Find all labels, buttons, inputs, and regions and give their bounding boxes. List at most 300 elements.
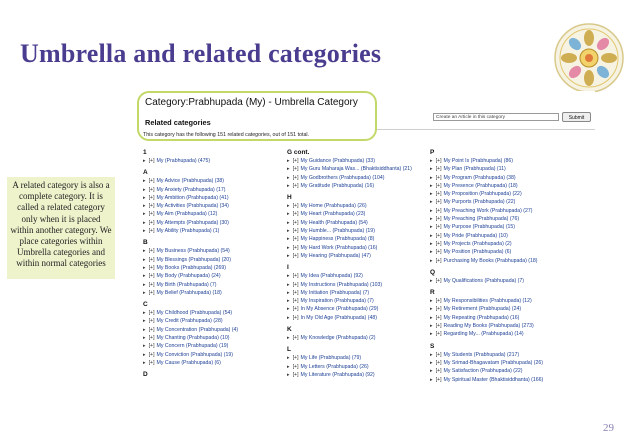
category-link[interactable]: My Ambition (Prabhupada) (41) (156, 194, 229, 201)
category-list-item (143, 210, 291, 218)
triangle-bullet-icon: ▸ (143, 326, 146, 333)
category-group-letter: 1 (143, 149, 147, 156)
expand-toggle[interactable]: [+] (435, 216, 442, 223)
category-list-item (287, 272, 435, 280)
category-summary: This category has the following 151 related categories, out of 151 total. (143, 132, 310, 138)
expand-toggle[interactable]: [+] (148, 273, 155, 280)
category-link[interactable]: My Qualifications (Prabhupada) (7) (443, 277, 524, 284)
category-list (143, 174, 291, 235)
category-link[interactable]: My Repeating (Prabhupada) (16) (443, 314, 520, 321)
category-list-item (143, 186, 291, 194)
expand-toggle[interactable]: [+] (148, 351, 155, 358)
expand-toggle[interactable]: [+] (292, 306, 299, 313)
category-list-item (430, 351, 578, 359)
category-link[interactable]: My Aim (Prabhupada) (12) (156, 211, 218, 218)
expand-toggle[interactable]: [+] (148, 178, 155, 185)
expand-toggle[interactable]: [+] (435, 306, 442, 313)
category-list (287, 272, 435, 322)
triangle-bullet-icon: ▸ (430, 207, 433, 214)
triangle-bullet-icon: ▸ (430, 298, 433, 305)
expand-toggle[interactable]: [+] (435, 224, 442, 231)
category-list-item (430, 190, 578, 198)
category-group-letter: L (287, 346, 291, 354)
triangle-bullet-icon: ▸ (430, 249, 433, 256)
category-link[interactable]: My Pride (Prabhupada) (10) (443, 232, 508, 239)
category-list-item (143, 314, 291, 325)
expand-toggle[interactable]: [+] (148, 203, 155, 210)
category-link[interactable]: My Birth (Prabhupada) (7) (156, 281, 217, 288)
category-group-letter: H (287, 194, 292, 202)
category-list (143, 244, 291, 297)
expand-toggle[interactable]: [+] (292, 281, 299, 288)
expand-toggle[interactable]: [+] (435, 331, 442, 338)
category-list-item (430, 330, 578, 338)
expand-toggle[interactable]: [+] (435, 249, 442, 256)
category-list-item (430, 322, 578, 330)
triangle-bullet-icon: ▸ (430, 351, 433, 358)
category-link[interactable]: My Happiness (Prabhupada) (8) (300, 236, 375, 243)
category-link[interactable]: My Attempts (Prabhupada) (30) (156, 219, 229, 226)
triangle-bullet-icon: ▸ (143, 203, 146, 210)
triangle-bullet-icon: ▸ (287, 273, 290, 280)
category-list-item (287, 157, 435, 165)
triangle-bullet-icon: ▸ (430, 368, 433, 375)
category-list-item (430, 223, 578, 231)
explanation-callout: A related category is also a complete category. It is called a related category only when it is placed within another category. We place categories within Umbrella categories and within normal categories (7, 177, 115, 279)
category-link[interactable]: My Plan (Prabhupada) (11) (443, 166, 506, 173)
category-list-item (287, 202, 435, 210)
triangle-bullet-icon: ▸ (430, 257, 433, 264)
category-list-item (430, 257, 578, 265)
category-page-screenshot (137, 91, 595, 421)
expand-toggle[interactable]: [+] (435, 351, 442, 358)
expand-toggle[interactable]: [+] (292, 355, 299, 362)
category-list (430, 297, 578, 338)
triangle-bullet-icon: ▸ (430, 306, 433, 313)
triangle-bullet-icon: ▸ (287, 203, 290, 210)
triangle-bullet-icon: ▸ (143, 289, 146, 296)
expand-toggle[interactable]: [+] (435, 240, 442, 247)
expand-toggle[interactable]: [+] (292, 166, 299, 173)
category-link[interactable]: My Concern (Prabhupada) (19) (156, 343, 229, 350)
category-link[interactable]: My Retirement (Prabhupada) (24) (443, 306, 522, 313)
category-list (143, 309, 291, 367)
expand-toggle[interactable]: [+] (148, 228, 155, 235)
category-link[interactable]: My Health (Prabhupada) (54) (300, 219, 368, 226)
category-list-item (287, 297, 435, 305)
category-list-item (287, 207, 435, 218)
expand-toggle[interactable]: [+] (435, 207, 442, 214)
category-list-item (143, 289, 291, 297)
triangle-bullet-icon: ▸ (143, 335, 146, 342)
category-group-letter: S (430, 342, 435, 350)
category-list (287, 202, 435, 260)
expand-toggle[interactable]: [+] (292, 273, 299, 280)
expand-toggle[interactable]: [+] (435, 166, 442, 173)
category-list-item (287, 334, 435, 342)
triangle-bullet-icon: ▸ (430, 314, 433, 321)
category-group-letter: P (430, 149, 435, 156)
category-link[interactable]: My Spiritual Master (Bhaktisiddhanta) (166) (443, 376, 544, 383)
category-link[interactable]: My Ability (Prabhupada) (1) (156, 228, 220, 235)
category-list-item (143, 359, 291, 367)
category-link[interactable]: My Body (Prabhupada) (24) (156, 273, 221, 280)
expand-toggle[interactable]: [+] (435, 298, 442, 305)
triangle-bullet-icon: ▸ (143, 178, 146, 185)
category-list-item (143, 281, 291, 289)
category-link[interactable]: My Advice (Prabhupada) (38) (156, 178, 225, 185)
expand-toggle[interactable]: [+] (148, 256, 155, 263)
expand-toggle[interactable]: [+] (148, 343, 155, 350)
expand-toggle[interactable]: [+] (148, 186, 155, 193)
triangle-bullet-icon: ▸ (287, 244, 290, 251)
category-link[interactable]: In My Absence (Prabhupada) (29) (300, 306, 379, 313)
category-link[interactable]: My Life (Prabhupada) (79) (300, 355, 362, 362)
vedabase-logo-icon (553, 22, 625, 94)
expand-toggle[interactable]: [+] (435, 182, 442, 189)
category-list-item (143, 194, 291, 202)
category-link[interactable]: My Anxiety (Prabhupada) (17) (156, 186, 226, 193)
category-list-item (287, 289, 435, 297)
page-number: 29 (603, 422, 614, 434)
category-list (287, 157, 435, 190)
category-link[interactable]: My Guidance (Prabhupada) (33) (300, 158, 375, 164)
triangle-bullet-icon: ▸ (287, 335, 290, 342)
category-list-item (143, 227, 291, 235)
triangle-bullet-icon: ▸ (287, 236, 290, 243)
expand-toggle[interactable]: [+] (292, 211, 299, 218)
triangle-bullet-icon: ▸ (143, 194, 146, 201)
category-list (430, 351, 578, 384)
expand-toggle[interactable]: [+] (292, 219, 299, 226)
triangle-bullet-icon: ▸ (430, 191, 433, 198)
category-link[interactable]: My Projects (Prabhupada) (2) (443, 240, 512, 247)
triangle-bullet-icon: ▸ (287, 289, 290, 296)
category-list-item (143, 272, 291, 280)
triangle-bullet-icon: ▸ (430, 323, 433, 330)
category-link[interactable]: Regarding My... (Prabhupada) (14) (443, 331, 524, 338)
category-link[interactable]: My Inspiration (Prabhupada) (7) (300, 298, 374, 305)
category-link[interactable]: My Students (Prabhupada) (217) (443, 351, 520, 358)
expand-toggle[interactable]: [+] (292, 314, 299, 321)
category-title: Category:Prabhupada (My) - Umbrella Category (145, 97, 358, 108)
category-list-item (143, 244, 291, 255)
category-list-item (430, 207, 578, 215)
triangle-bullet-icon: ▸ (287, 211, 290, 218)
category-group-letter: D (143, 371, 148, 379)
expand-toggle[interactable]: [+] (292, 335, 299, 342)
category-group-letter: G cont. (287, 149, 310, 156)
category-list-item (287, 371, 435, 379)
category-link[interactable]: My (Prabhupada) (475) (156, 158, 211, 164)
category-link[interactable]: My Business (Prabhupada) (54) (156, 248, 230, 255)
category-link[interactable]: My Point Is (Prabhupada) (86) (443, 158, 514, 164)
expand-toggle[interactable]: [+] (435, 277, 442, 284)
category-list-item (430, 297, 578, 305)
category-link[interactable]: My Instructions (Prabhupada) (103) (300, 281, 383, 288)
category-list-item (287, 232, 435, 243)
category-link[interactable]: My Cause (Prabhupada) (6) (156, 359, 221, 366)
category-link[interactable]: My Conviction (Prabhupada) (19) (156, 351, 233, 358)
expand-toggle[interactable]: [+] (435, 359, 442, 366)
category-list-item (287, 363, 435, 371)
category-list-item (287, 182, 435, 190)
expand-toggle[interactable]: [+] (435, 199, 442, 206)
category-list (287, 334, 435, 342)
category-list-item (430, 376, 578, 384)
triangle-bullet-icon: ▸ (430, 277, 433, 284)
category-group-letter: B (143, 239, 148, 247)
triangle-bullet-icon: ▸ (287, 355, 290, 362)
category-link[interactable]: My Preaching Work (Prabhupada) (27) (443, 207, 533, 214)
triangle-bullet-icon: ▸ (430, 216, 433, 223)
expand-toggle[interactable]: [+] (435, 376, 442, 383)
category-link[interactable]: My Responsibilities (Prabhupada) (12) (443, 298, 532, 305)
category-list-item (143, 351, 291, 362)
category-link[interactable]: My Gratitude (Prabhupada) (16) (300, 182, 375, 189)
category-link[interactable]: My Chanting (Prabhupada) (10) (156, 335, 230, 342)
triangle-bullet-icon: ▸ (287, 166, 290, 173)
category-list-item (287, 252, 435, 260)
expand-toggle[interactable]: [+] (435, 174, 442, 181)
expand-toggle[interactable]: [+] (148, 248, 155, 255)
triangle-bullet-icon: ▸ (287, 228, 290, 235)
category-group-letter: R (430, 289, 435, 297)
category-link[interactable]: My Childhood (Prabhupada) (54) (156, 310, 233, 317)
category-link[interactable]: My Position (Prabhupada) (6) (443, 249, 512, 256)
expand-toggle[interactable]: [+] (292, 252, 299, 259)
category-list-item (287, 165, 435, 173)
category-list-item (430, 165, 578, 173)
expand-toggle[interactable]: [+] (148, 359, 155, 366)
expand-toggle[interactable]: [+] (148, 219, 155, 226)
triangle-bullet-icon: ▸ (430, 182, 433, 189)
category-link[interactable]: My Letters (Prabhupada) (26) (300, 363, 369, 370)
category-list-item (143, 219, 291, 227)
triangle-bullet-icon: ▸ (430, 199, 433, 206)
category-link[interactable]: My Proposition (Prabhupada) (22) (443, 191, 522, 198)
category-group-letter: Q (430, 268, 436, 276)
category-column-1 (143, 148, 291, 379)
expand-toggle[interactable]: [+] (292, 174, 299, 181)
category-list-item (430, 174, 578, 182)
category-list-item (430, 248, 578, 256)
category-link[interactable]: My Books (Prabhupada) (269) (156, 264, 227, 271)
expand-toggle[interactable]: [+] (148, 326, 155, 333)
category-list-item (430, 157, 578, 165)
category-list-item (287, 174, 435, 182)
category-link[interactable]: My Preaching (Prabhupada) (76) (443, 216, 520, 223)
triangle-bullet-icon: ▸ (143, 318, 146, 325)
category-list-item (287, 305, 435, 313)
category-link[interactable]: My Literature (Prabhupada) (92) (300, 371, 375, 378)
category-list-item (430, 359, 578, 367)
expand-toggle[interactable]: [+] (292, 363, 299, 370)
category-list-item (430, 232, 578, 240)
category-link[interactable]: My Hearing (Prabhupada) (47) (300, 252, 371, 259)
triangle-bullet-icon: ▸ (143, 343, 146, 350)
category-link[interactable]: My Humble... (Prabhupada) (19) (300, 228, 375, 235)
category-list-item (430, 240, 578, 248)
triangle-bullet-icon: ▸ (143, 211, 146, 218)
category-link[interactable]: My Concentration (Prabhupada) (4) (156, 326, 239, 333)
triangle-bullet-icon: ▸ (430, 376, 433, 383)
triangle-bullet-icon: ▸ (287, 252, 290, 259)
triangle-bullet-icon: ▸ (287, 314, 290, 321)
category-link[interactable]: My Godbrothers (Prabhupada) (104) (300, 174, 385, 181)
category-link[interactable]: My Idea (Prabhupada) (92) (300, 273, 363, 280)
triangle-bullet-icon: ▸ (287, 371, 290, 378)
category-list-item (143, 342, 291, 350)
category-list-item (143, 174, 291, 185)
triangle-bullet-icon: ▸ (143, 281, 146, 288)
category-list-item (287, 219, 435, 227)
related-categories-heading: Related categories (145, 118, 211, 127)
category-link[interactable]: My Knowledge (Prabhupada) (2) (300, 335, 376, 342)
triangle-bullet-icon: ▸ (143, 186, 146, 193)
expand-toggle[interactable]: [+] (148, 335, 155, 342)
expand-toggle[interactable]: [+] (435, 232, 442, 239)
category-link[interactable]: In My Old Age (Prabhupada) (48) (300, 314, 377, 321)
slide-title: Umbrella and related categories (20, 39, 382, 68)
category-column-3 (430, 148, 578, 384)
triangle-bullet-icon: ▸ (430, 240, 433, 247)
expand-toggle[interactable]: [+] (292, 236, 299, 243)
category-link[interactable]: My Satisfaction (Prabhupada) (22) (443, 368, 523, 375)
triangle-bullet-icon: ▸ (430, 232, 433, 239)
category-list-item (430, 367, 578, 375)
triangle-bullet-icon: ▸ (143, 310, 146, 317)
category-list (430, 277, 578, 285)
category-list (287, 351, 435, 379)
expand-toggle[interactable]: [+] (435, 368, 442, 375)
category-link[interactable]: My Srimad-Bhagavatam (Prabhupada) (26) (443, 359, 544, 366)
category-group-letter: I (287, 264, 289, 272)
expand-toggle[interactable]: [+] (292, 203, 299, 210)
category-column-2 (287, 148, 435, 379)
expand-toggle[interactable]: [+] (148, 158, 155, 164)
category-list (430, 157, 578, 265)
expand-toggle[interactable]: [+] (148, 211, 155, 218)
category-link[interactable]: My Guru Maharaja Was... (Bhaktisiddhanta) (21) (300, 166, 412, 173)
triangle-bullet-icon: ▸ (143, 264, 146, 271)
category-list-item (430, 182, 578, 190)
category-list-item (430, 314, 578, 322)
triangle-bullet-icon: ▸ (287, 174, 290, 181)
expand-toggle[interactable]: [+] (292, 298, 299, 305)
triangle-bullet-icon: ▸ (143, 219, 146, 226)
expand-toggle[interactable]: [+] (435, 158, 442, 164)
triangle-bullet-icon: ▸ (430, 224, 433, 231)
category-list-item (143, 202, 291, 210)
category-list-item (287, 351, 435, 362)
expand-toggle[interactable]: [+] (292, 158, 299, 164)
category-group-letter: K (287, 326, 292, 334)
triangle-bullet-icon: ▸ (143, 248, 146, 255)
triangle-bullet-icon: ▸ (287, 182, 290, 189)
expand-toggle[interactable]: [+] (292, 244, 299, 251)
category-link[interactable]: My Activities (Prabhupada) (34) (156, 203, 229, 210)
expand-toggle[interactable]: [+] (292, 228, 299, 235)
category-link[interactable]: My Purports (Prabhupada) (22) (443, 199, 516, 206)
expand-toggle[interactable]: [+] (435, 323, 442, 330)
category-link[interactable]: My Presence (Prabhupada) (18) (443, 182, 518, 189)
expand-toggle[interactable]: [+] (435, 191, 442, 198)
category-list-item (287, 281, 435, 289)
expand-toggle[interactable]: [+] (292, 289, 299, 296)
triangle-bullet-icon: ▸ (287, 298, 290, 305)
expand-toggle[interactable]: [+] (435, 314, 442, 321)
triangle-bullet-icon: ▸ (143, 359, 146, 366)
expand-toggle[interactable]: [+] (148, 264, 155, 271)
category-list-item (143, 157, 291, 165)
category-list-item (430, 305, 578, 313)
category-list-item (430, 277, 578, 285)
category-list-item (143, 334, 291, 342)
category-link[interactable]: My Hard Work (Prabhupada) (16) (300, 244, 378, 251)
triangle-bullet-icon: ▸ (287, 219, 290, 226)
category-list-item (287, 244, 435, 252)
category-link[interactable]: My Home (Prabhupada) (26) (300, 203, 367, 210)
category-link[interactable]: My Belief (Prabhupada) (18) (156, 289, 222, 296)
create-article-input[interactable]: Create an Article in this category (433, 113, 559, 121)
triangle-bullet-icon: ▸ (430, 359, 433, 366)
expand-toggle[interactable]: [+] (148, 310, 155, 317)
category-group-letter: C (143, 301, 148, 309)
triangle-bullet-icon: ▸ (143, 158, 146, 164)
category-group-letter: A (143, 169, 148, 177)
triangle-bullet-icon: ▸ (287, 363, 290, 370)
expand-toggle[interactable]: [+] (292, 182, 299, 189)
triangle-bullet-icon: ▸ (430, 174, 433, 181)
triangle-bullet-icon: ▸ (430, 166, 433, 173)
category-link[interactable]: My Initiation (Prabhupada) (7) (300, 289, 370, 296)
category-list-item (143, 309, 291, 317)
submit-button[interactable]: Submit (562, 112, 591, 122)
category-link[interactable]: Purchasing My Books (Prabhupada) (18) (443, 257, 538, 264)
expand-toggle[interactable]: [+] (148, 194, 155, 201)
category-list-item (430, 215, 578, 223)
category-link[interactable]: Reading My Books (Prabhupada) (273) (443, 323, 534, 330)
triangle-bullet-icon: ▸ (143, 351, 146, 358)
triangle-bullet-icon: ▸ (143, 228, 146, 235)
category-link[interactable]: My Purpose (Prabhupada) (15) (443, 224, 516, 231)
category-link[interactable]: My Blessings (Prabhupada) (20) (156, 256, 231, 263)
expand-toggle[interactable]: [+] (148, 318, 155, 325)
triangle-bullet-icon: ▸ (287, 306, 290, 313)
expand-toggle[interactable]: [+] (148, 289, 155, 296)
triangle-bullet-icon: ▸ (143, 273, 146, 280)
category-list-item (287, 227, 435, 235)
triangle-bullet-icon: ▸ (430, 331, 433, 338)
triangle-bullet-icon: ▸ (287, 281, 290, 288)
triangle-bullet-icon: ▸ (143, 256, 146, 263)
triangle-bullet-icon: ▸ (287, 158, 290, 164)
category-list-item (143, 326, 291, 334)
category-list-item (143, 264, 291, 272)
expand-toggle[interactable]: [+] (435, 257, 442, 264)
category-list-item (287, 314, 435, 322)
triangle-bullet-icon: ▸ (430, 158, 433, 164)
expand-toggle[interactable]: [+] (148, 281, 155, 288)
category-link[interactable]: My Credit (Prabhupada) (28) (156, 318, 223, 325)
category-link[interactable]: My Program (Prabhupada) (38) (443, 174, 516, 181)
expand-toggle[interactable]: [+] (292, 371, 299, 378)
category-list-item (143, 256, 291, 264)
category-link[interactable]: My Heart (Prabhupada) (23) (300, 211, 366, 218)
category-list-item (430, 198, 578, 206)
category-list (143, 157, 291, 165)
